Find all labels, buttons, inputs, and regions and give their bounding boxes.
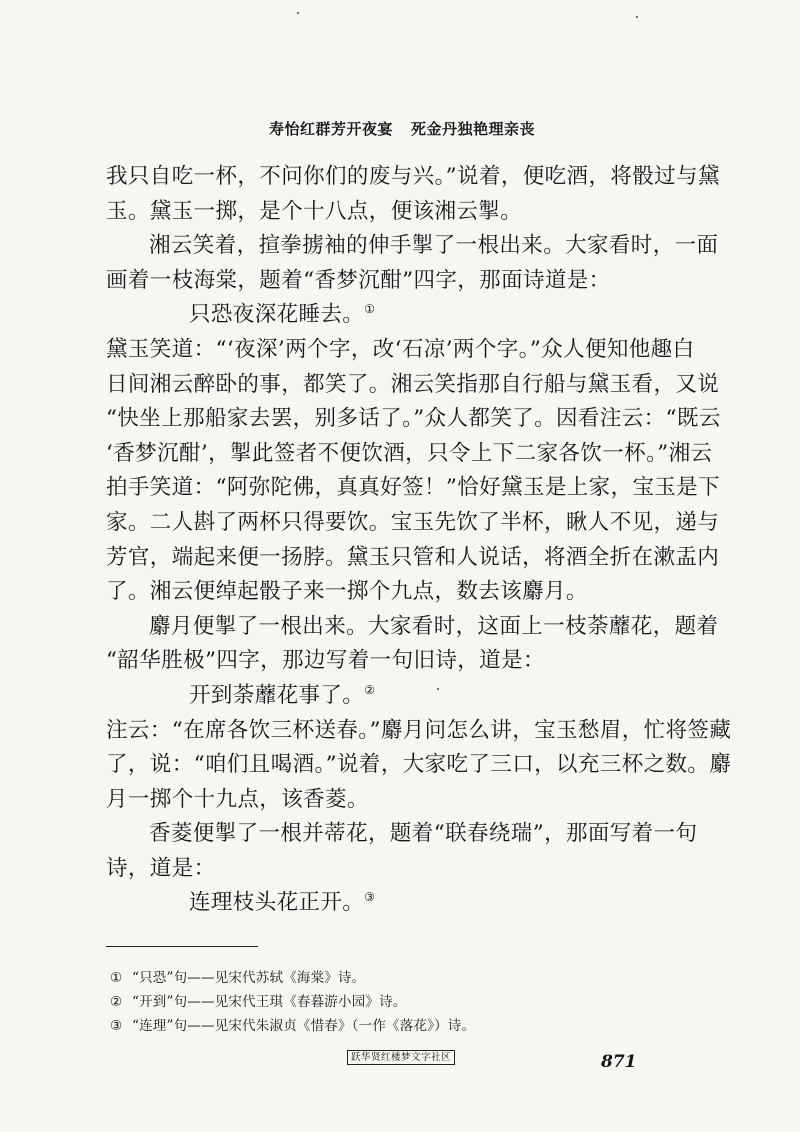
library-stamp: 跃华贤红楼梦文字社区 [347, 1050, 455, 1065]
running-head [232, 118, 572, 139]
footnote-ref: ③ [364, 890, 376, 905]
text-line: “韶华胜极”四字，那边写着一句旧诗，道是： [106, 648, 545, 674]
page-number: 871 [601, 1052, 637, 1072]
scan-speck [437, 688, 439, 690]
footnote [110, 1014, 590, 1038]
text-line: 月一掷个十九点，该香菱。 [106, 786, 369, 812]
footnote [110, 966, 590, 990]
footnote-mark: ① [110, 970, 123, 986]
text-line: 了，说：“咱们且喝酒。”说着，大家吃了三口，以充三杯之数。麝 [106, 752, 732, 778]
text-line: 玉。黛玉一掷，是个十八点，便该湘云掣。 [106, 198, 523, 224]
text-line: 我只自吃一杯，不问你们的废与兴。”说着，便吃酒，将骰过与黛 [106, 164, 720, 189]
footnote-text: “开到”句——见宋代王琪《春暮游小园》诗。 [132, 994, 407, 1010]
text-line: 画着一枝海棠，题着“香梦沉酣”四字，那面诗道是： [106, 267, 611, 293]
text-line: 芳官，端起来便一扬脖。黛玉只管和人说话，将酒全折在漱盂内 [106, 544, 720, 570]
footnote-mark: ② [110, 994, 123, 1010]
text-line: 注云：“在席各饮三杯送春。”麝月问怎么讲，宝玉愁眉，忙将签藏 [106, 717, 732, 743]
verse-line [106, 298, 676, 333]
footnote-ref: ① [364, 302, 376, 317]
text-line: 湘云笑着，揎拳掳袖的伸手掣了一根出来。大家看时，一面 [149, 233, 719, 259]
verse-text: 开到荼蘼花事了。 [189, 682, 365, 708]
verse-line [106, 679, 676, 714]
text-line: 拍手笑道：“阿弥陀佛，真真好签！”恰好黛玉是上家，宝玉是下 [106, 475, 721, 501]
text-line: ‘香梦沉酣’，掣此签者不便饮酒，只令上下二家各饮一杯。”湘云 [106, 440, 713, 466]
verse-text: 只恐夜深花睡去。 [189, 302, 365, 328]
text-line: 香菱便掣了一根并蒂花，题着“联春绕瑞”，那面写着一句 [149, 821, 698, 847]
scan-speck [297, 12, 299, 14]
footnote [110, 990, 590, 1014]
footnote-divider [106, 946, 258, 947]
footnote-ref: ② [364, 682, 376, 697]
running-head-right: 死金丹独艳理亲丧 [411, 120, 536, 138]
scan-speck [636, 16, 638, 18]
text-line: 日间湘云醉卧的事，都笑了。湘云笑指那自行船与黛玉看，又说 [106, 371, 720, 397]
footnotes [110, 966, 590, 1038]
text-line: 黛玉笑道：“‘夜深’两个字，改‘石凉’两个字。”众人便知他趣白 [106, 336, 695, 362]
text-line: “快坐上那船家去罢，别多话了。”众人都笑了。因看注云：“既云 [106, 406, 721, 432]
running-head-left: 寿怡红群芳开夜宴 [268, 120, 393, 138]
body-text [106, 160, 732, 921]
verse-line [106, 886, 676, 921]
text-line: 家。二人斟了两杯只得要饮。宝玉先饮了半杯，瞅人不见，递与 [106, 509, 720, 535]
verse-text: 连理枝头花正开。 [189, 890, 365, 916]
footnote-mark: ③ [110, 1018, 123, 1034]
footnote-text: “只恐”句——见宋代苏轼《海棠》诗。 [132, 970, 366, 986]
text-line: 麝月便掣了一根出来。大家看时，这面上一枝荼蘼花，题着 [149, 613, 719, 639]
footnote-text: “连理”句——见宋代朱淑贞《惜春》（一作《落花》）诗。 [132, 1018, 476, 1034]
text-line: 诗，道是： [106, 855, 216, 881]
text-line: 了。湘云便绰起骰子来一掷个九点，数去该麝月。 [106, 579, 588, 605]
